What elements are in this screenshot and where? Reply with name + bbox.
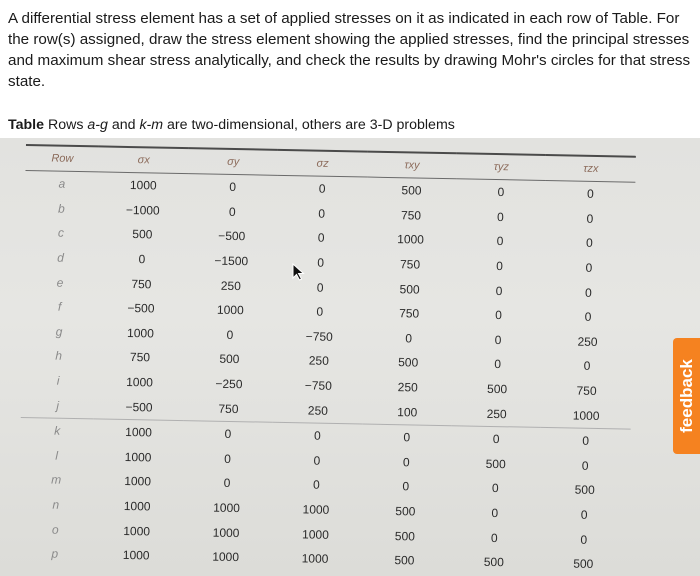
cell-tau-yz: 0 bbox=[495, 283, 503, 298]
cell-sigma-x: 1000 bbox=[123, 498, 151, 514]
caption-label: Table bbox=[8, 117, 45, 133]
cell-sigma-z: 1000 bbox=[302, 502, 330, 517]
cell-sigma-y: −250 bbox=[215, 376, 243, 392]
problem-statement: A differential stress element has a set of applied stresses on it as indicated in each row of Table. For the row(s) assigned, draw the stress element showing the applied stresses, find the principal stresses and maximum shear stress analytically, and check the results by drawing Mohr's circles for that stress state. bbox=[8, 10, 691, 90]
cell-row-label: k bbox=[20, 417, 94, 443]
cell-sigma-x: 750 bbox=[129, 350, 151, 365]
cell-sigma-z: 0 bbox=[317, 231, 325, 246]
cell-tau-zx: 0 bbox=[580, 507, 588, 522]
cell-tau-yz: 0 bbox=[496, 234, 504, 249]
header-tau-xy: τxy bbox=[367, 152, 457, 179]
cell-tau-xy: 0 bbox=[405, 331, 413, 346]
cell-tau-yz: 500 bbox=[485, 456, 506, 472]
cell-row-label: m bbox=[51, 472, 62, 488]
cell-tau-xy: 500 bbox=[399, 281, 420, 297]
cell-tau-xy: 500 bbox=[401, 183, 422, 198]
table-body bbox=[18, 170, 635, 576]
cell-tau-zx: 250 bbox=[577, 334, 598, 349]
cell-tau-zx: 500 bbox=[574, 483, 595, 498]
stress-table-wrap bbox=[18, 144, 666, 576]
cell-sigma-y: 0 bbox=[228, 204, 236, 219]
cell-row-label: f bbox=[57, 299, 62, 314]
cell-tau-xy: 500 bbox=[394, 553, 415, 568]
cell-tau-yz: 0 bbox=[451, 426, 541, 453]
cell-sigma-z: −750 bbox=[305, 329, 333, 344]
cell-sigma-y: −500 bbox=[218, 229, 246, 244]
feedback-tab[interactable] bbox=[673, 338, 700, 454]
cell-tau-xy: 750 bbox=[399, 257, 421, 272]
cell-tau-zx: 750 bbox=[576, 383, 597, 399]
cell-sigma-y: 500 bbox=[219, 352, 240, 367]
cell-row-label: j bbox=[56, 398, 60, 413]
cell-tau-zx: 0 bbox=[584, 310, 592, 325]
cell-tau-zx: 0 bbox=[583, 359, 591, 374]
cell-row-label: h bbox=[55, 349, 63, 364]
cell-tau-yz: 250 bbox=[486, 406, 507, 421]
caption-range-2: k-m bbox=[139, 117, 164, 133]
header-sigma-y: σy bbox=[188, 148, 278, 175]
feedback-label: feedback bbox=[676, 359, 696, 433]
cell-row-label: d bbox=[57, 250, 64, 265]
cell-sigma-y: 0 bbox=[183, 421, 273, 448]
cell-tau-xy: 0 bbox=[402, 479, 410, 494]
cell-sigma-x: 750 bbox=[131, 276, 152, 292]
cell-sigma-z: −750 bbox=[304, 378, 332, 393]
cell-tau-xy: 500 bbox=[398, 355, 419, 371]
cell-tau-yz: 0 bbox=[490, 530, 498, 545]
cell-sigma-y: 1000 bbox=[216, 302, 244, 318]
cell-sigma-z: 0 bbox=[313, 453, 321, 468]
cell-sigma-x: −1000 bbox=[125, 202, 160, 218]
cell-sigma-z: 0 bbox=[312, 477, 320, 493]
cell-row-label: p bbox=[51, 546, 59, 561]
cell-row-label: n bbox=[52, 497, 60, 512]
cell-tau-xy: 250 bbox=[397, 380, 418, 395]
cell-sigma-y: 1000 bbox=[213, 500, 241, 516]
cell-tau-zx: 0 bbox=[581, 458, 589, 473]
cell-sigma-y: 0 bbox=[226, 327, 234, 342]
cell-tau-yz: 500 bbox=[483, 555, 504, 570]
cell-row-label: o bbox=[51, 522, 59, 537]
caption-text-3: are two-dimensional, others are 3-D problems bbox=[163, 117, 455, 133]
cell-sigma-z: 250 bbox=[308, 353, 329, 369]
cell-row-label: l bbox=[55, 448, 59, 463]
cell-sigma-y: 750 bbox=[218, 401, 239, 416]
cell-row-label: c bbox=[57, 226, 65, 241]
cell-tau-xy: 100 bbox=[397, 404, 418, 420]
cell-tau-yz: 0 bbox=[497, 185, 505, 200]
cell-tau-xy: 500 bbox=[394, 528, 416, 544]
cell-sigma-z: 1000 bbox=[302, 526, 329, 542]
cell-sigma-z: 0 bbox=[318, 181, 326, 197]
cell-sigma-y: 250 bbox=[220, 278, 241, 293]
cell-sigma-x: 500 bbox=[132, 227, 153, 242]
cell-tau-yz: 500 bbox=[486, 381, 508, 397]
cell-sigma-x: 1000 bbox=[126, 325, 154, 341]
caption-text-2: and bbox=[107, 117, 140, 133]
cell-tau-xy: 0 bbox=[362, 424, 452, 451]
cell-tau-zx: 0 bbox=[586, 211, 594, 226]
cell-tau-yz: 0 bbox=[494, 332, 502, 348]
cell-sigma-x: 1000 bbox=[124, 474, 152, 489]
cell-sigma-y: −1500 bbox=[214, 253, 249, 269]
stress-table bbox=[18, 144, 636, 576]
cell-tau-zx: 0 bbox=[585, 260, 593, 275]
header-sigma-z: σz bbox=[278, 150, 368, 177]
cell-row-label: a bbox=[58, 176, 66, 192]
cell-sigma-x: 0 bbox=[138, 252, 146, 267]
caption-range-1: a-g bbox=[87, 117, 108, 133]
cell-tau-zx: 0 bbox=[585, 285, 592, 300]
cell-tau-zx: 0 bbox=[541, 427, 631, 454]
cell-tau-yz: 0 bbox=[495, 308, 503, 323]
cell-row-label: i bbox=[56, 373, 60, 388]
cell-sigma-x: 1000 bbox=[123, 523, 151, 539]
cell-tau-xy: 500 bbox=[395, 504, 416, 519]
mouse-cursor-icon bbox=[292, 263, 306, 281]
cell-tau-zx: 500 bbox=[573, 556, 594, 572]
cell-tau-yz: 0 bbox=[491, 481, 499, 496]
cell-sigma-y: 1000 bbox=[212, 549, 240, 565]
cell-sigma-z: 250 bbox=[307, 403, 329, 418]
caption-text-1: Rows bbox=[44, 117, 88, 133]
cell-tau-zx: 0 bbox=[585, 236, 593, 251]
table-photo bbox=[0, 138, 700, 576]
header-sigma-x: σx bbox=[99, 146, 189, 173]
cell-sigma-x: 1000 bbox=[94, 419, 184, 446]
cell-sigma-z: 1000 bbox=[301, 551, 329, 567]
cell-tau-xy: 750 bbox=[399, 306, 420, 321]
cell-sigma-x: −500 bbox=[125, 399, 153, 415]
cell-tau-xy: 0 bbox=[402, 455, 410, 470]
cell-sigma-z: 0 bbox=[317, 255, 325, 270]
cell-row-label: g bbox=[55, 324, 63, 339]
cell-sigma-y: 1000 bbox=[212, 525, 240, 540]
header-row: Row bbox=[25, 145, 99, 172]
cell-tau-zx: 0 bbox=[586, 187, 594, 202]
cell-tau-xy: 1000 bbox=[397, 232, 425, 248]
cell-tau-zx: 1000 bbox=[572, 408, 600, 423]
cell-tau-yz: 0 bbox=[496, 259, 503, 274]
cell-sigma-x: 1000 bbox=[126, 375, 154, 390]
cell-sigma-x: −500 bbox=[127, 301, 155, 316]
cell-tau-yz: 0 bbox=[494, 357, 502, 372]
cell-row-label: e bbox=[56, 275, 64, 290]
cell-sigma-z: 0 bbox=[316, 304, 324, 319]
cell-row-label: b bbox=[57, 201, 65, 216]
cell-sigma-z: 0 bbox=[318, 206, 326, 221]
cell-sigma-y: 0 bbox=[229, 180, 237, 195]
cell-tau-xy: 750 bbox=[400, 208, 422, 223]
cell-tau-yz: 0 bbox=[491, 506, 499, 521]
cell-sigma-z: 0 bbox=[316, 280, 324, 295]
cell-sigma-y: 0 bbox=[224, 451, 231, 466]
header-tau-yz: τyz bbox=[456, 153, 546, 180]
cell-sigma-x: 1000 bbox=[124, 449, 152, 465]
cell-sigma-x: 1000 bbox=[122, 548, 150, 563]
header-tau-zx: τzx bbox=[546, 155, 636, 182]
cell-tau-yz: 0 bbox=[496, 209, 504, 225]
cell-tau-zx: 0 bbox=[580, 532, 588, 547]
cell-sigma-y: 0 bbox=[223, 476, 231, 491]
cell-sigma-z: 0 bbox=[272, 422, 362, 449]
cell-sigma-x: 1000 bbox=[129, 178, 157, 193]
table-caption bbox=[8, 117, 455, 133]
